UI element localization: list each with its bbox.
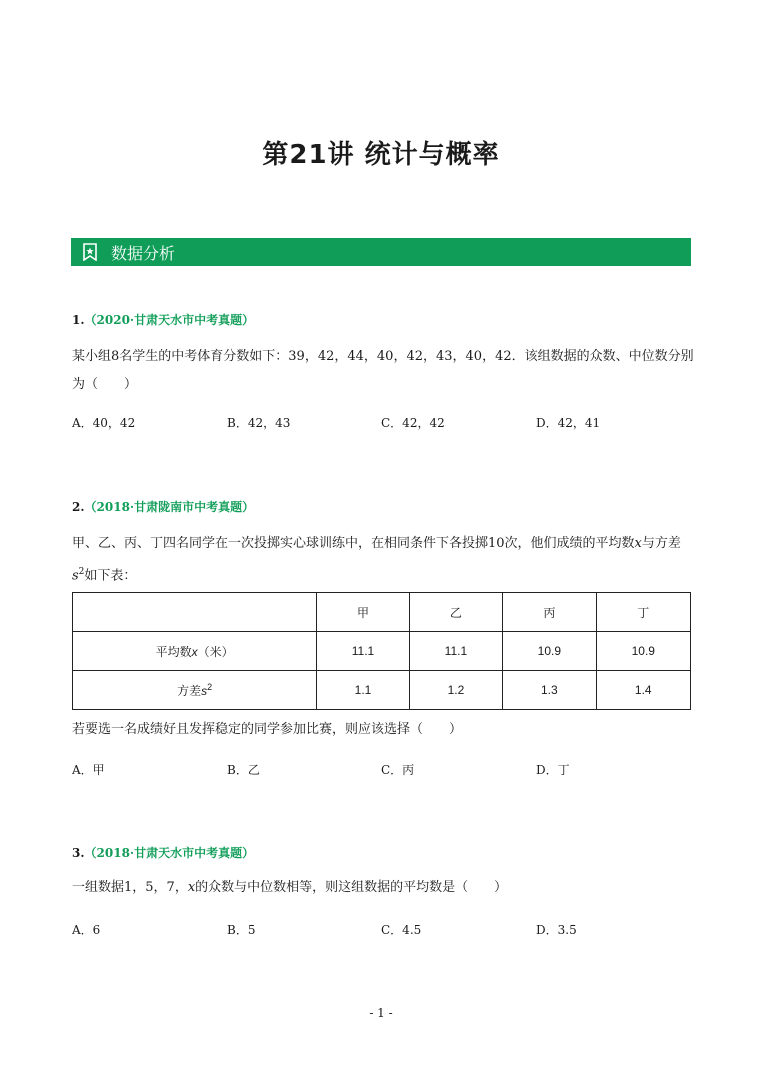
- question-source: （2018·甘肃陇南市中考真题）: [84, 500, 255, 514]
- table-cell: 1.3: [503, 671, 596, 710]
- table-cell: 10.9: [503, 632, 596, 671]
- table-header-row: [73, 593, 691, 632]
- option-a: A．6: [72, 923, 101, 937]
- table-cell: 11.1: [317, 632, 409, 671]
- page-number: - 1 -: [369, 1006, 393, 1020]
- option-b: B．5: [227, 923, 256, 937]
- question-number: 1.: [72, 313, 85, 327]
- math-variable: s: [72, 568, 79, 584]
- table-cell: 甲: [317, 593, 409, 632]
- question-line: 为（ ）: [72, 377, 138, 392]
- table-cell: [73, 593, 317, 632]
- data-table: [72, 592, 691, 710]
- math-variable: x: [634, 536, 642, 551]
- question-2-after: 若要选一名成绩好且发挥稳定的同学参加比赛，则应该选择（ ）: [72, 722, 463, 737]
- page-title: 第21讲 统计与概率: [262, 140, 500, 170]
- question-line: 甲、乙、丙、丁四名同学在一次投掷实心球训练中，在相同条件下各投掷10次，他们成绩的平均数x与方差: [72, 536, 681, 551]
- table-row: [73, 671, 691, 710]
- question-2-text: [72, 530, 702, 590]
- math-variable: s: [201, 683, 208, 698]
- bookmark-star-icon: [77, 238, 103, 266]
- section-header: [71, 238, 691, 266]
- option-d: D．3.5: [536, 923, 577, 937]
- table-cell: 1.4: [596, 671, 690, 710]
- question-number: 2.: [72, 500, 85, 514]
- math-variable: x: [187, 880, 196, 895]
- question-line: $s^2$如下表：: [72, 567, 137, 584]
- question-source: （2018·甘肃天水市中考真题）: [84, 846, 255, 860]
- table-row: [73, 632, 691, 671]
- option-c: C．丙: [381, 763, 415, 777]
- table-cell: 1.1: [317, 671, 409, 710]
- option-c: C．42，42: [381, 416, 445, 430]
- question-line: 某小组8名学生的中考体育分数如下：39，42，44，40，42，43，40，42．该组数据的众数、中位数分别: [72, 349, 694, 364]
- table-cell: 1.2: [409, 671, 502, 710]
- table-cell: 10.9: [596, 632, 690, 671]
- option-d: D．42，41: [536, 416, 601, 430]
- option-d: D．丁: [536, 763, 570, 777]
- option-b: B．乙: [227, 763, 260, 777]
- table-cell: 11.1: [409, 632, 502, 671]
- question-3-header: [72, 844, 254, 861]
- section-label: 数据分析: [111, 243, 176, 263]
- option-a: A．40，42: [72, 416, 136, 430]
- question-number: 3.: [72, 846, 85, 860]
- option-b: B．42，43: [227, 416, 291, 430]
- table-cell: 丙: [503, 593, 596, 632]
- question-3-text: 一组数据1，5，7，x的众数与中位数相等，则这组数据的平均数是（ ）: [72, 880, 508, 895]
- question-2-header: [72, 498, 254, 515]
- table-cell: 乙: [409, 593, 502, 632]
- option-a: A．甲: [72, 763, 105, 777]
- question-source: （2020·甘肃天水市中考真题）: [84, 313, 255, 327]
- question-1-header: [72, 311, 254, 328]
- math-variable: x: [191, 644, 198, 659]
- table-cell: 方差$s^2$: [73, 671, 317, 710]
- table-cell: 平均数x（米）: [73, 632, 317, 671]
- table-cell: 丁: [596, 593, 690, 632]
- question-1-text: [72, 343, 702, 399]
- option-c: C．4.5: [381, 923, 422, 937]
